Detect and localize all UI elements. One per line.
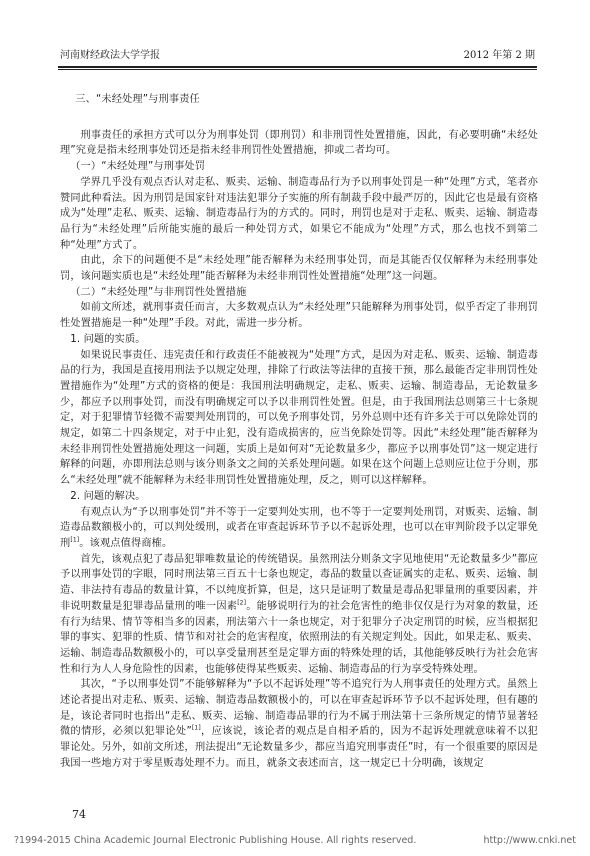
paragraph: 学界几乎没有观点否认对走私、贩卖、运输、制造毒品行为予以刑事处罚是一种“处理”方式，笔者亦赞同此种看法。因为刑罚是国家针对违法犯罪分子实施的所有制裁手段中最严厉的，因此它也是最有资格成为“处理”走私、贩卖、运输、制造毒品行为的方式的。同时，刑罚也是对于走私、贩卖、运输、制造毒品行为“未经处理”后所能实施的最后一种处罚方式，如果它不能成为“处理”方式，那么也找不到第二种“处理”方式了。 — [60, 176, 538, 251]
point-heading: 2. 问题的解决。 — [70, 490, 146, 502]
issue-label: 2012 年第 2 期 — [463, 50, 535, 61]
subsection-heading: （一）“未经处理”与刑事处罚 — [70, 161, 206, 173]
paragraph: 其次，“予以刑事处罚”不能够解释为“予以不起诉处理”等不追究行为人刑事责任的处理方式。虽然上述论者提出对走私、贩卖、运输、制造毒品数额极小的，可以在审查起诉环节予以不起诉处理，但有趣的是，该论者同时也指出“走私、贩卖、运输、制造毒品罪的行为不属于刑法第十三条所规定的情节显著轻微的情形，必须以犯罪论处”[1]，应该说，该论者的观点是自相矛盾的，因为不起诉处理就意味着不以犯罪论处。另外，如前文所述，刑法提出“无论数量多少，都应当追究刑事责任”时，有一个很重要的原因是我国一些地方对于零星贩毒处理不力。而且，就条文表述而言，这一规定已十分明确，该规定 — [60, 679, 538, 769]
paragraph: 如前文所述，就刑事责任而言，大多数观点认为“未经处理”只能解释为刑事处罚，似乎否定了非刑罚性处置措施是一种“处理”手段。对此，需进一步分析。 — [60, 302, 538, 330]
paragraph: 如果说民事责任、违宪责任和行政责任不能被视为“处理”方式，是因为对走私、贩卖、运输、制造毒品的行为，我国是直接用刑法予以规定处理，排除了行政法等法律的直接干预，那么最能否定非刑罚性处置措施作为“处理”方式的资格的便是：我国刑法明确规定，走私、贩卖、运输、制造毒品，无论数量多少，都应予以刑事处罚，而没有明确规定可以予以非刑罚性处置。但是，由于我国刑法总则第三十七条规定，对于犯罪情节轻微不需要判处刑罚的，可以免予刑事处罚，另外总则中还有许多关于可以免除处罚的规定，如第二十四条规定，对于中止犯，没有造成损害的，应当免除处罚等。因此“未经处理”能否解释为未经非刑罚性处置措施处理这一问题，实质上是如何对“无论数量多少，都应予以刑事处罚”这一规定进行解释的问题，亦即刑法总则与该分则条文之间的关系处理问题。如果在这个问题上总则应让位于分则，那么“未经处理”就不能解释为未经非刑罚性处置措施处理，反之，则可以这样解释。 — [60, 349, 538, 487]
paragraph: 首先，该观点犯了毒品犯罪唯数量论的传统错误。虽然刑法分则条文字见地使用“无论数量多少”都应予以刑事处罚的字眼，同时刑法第三百五十七条也规定，毒品的数量以查证属实的走私、贩卖、运输、制造、非法持有毒品的数量计算，不以纯度折算，但是，这只是证明了数量是毒品犯罪量刑的重要因素，并非说明数量是犯罪毒品量刑的唯一因素[2]。能够说明行为的社会危害性的绝非仅仅是行为对象的数量，还有行为结果、情节等相当多的因素，刑法第六十一条也规定，对于犯罪分子决定刑罚的时候，应当根据犯罪的事实、犯罪的性质、情节和对社会的危害程度，依照刑法的有关规定判处。因此，如果走私、贩卖、运输、制造毒品数额极小的，可以享受量刑甚至是定罪方面的特殊处理的话，其他能够反映行为社会危害性和行为人人身危险性的因素，也能够使得某些贩卖、运输、制造毒品的行为享受特殊处理。 — [60, 553, 538, 675]
copyright-notice: ?1994-2015 China Academic Journal Electronic Publishing House. All rights reserved. — [14, 835, 417, 846]
paragraph: 由此，余下的问题便不是“未经处理”能否解释为未经刑事处罚，而是其能否仅仅解释为未经刑事处罚，该问题实质也是“未经处理”能否解释为未经非刑罚性处置措施“处理”这一问题。 — [60, 255, 538, 283]
subsection-heading: （二）“未经处理”与非刑罚性处置措施 — [70, 286, 247, 298]
paragraph: 刑事责任的承担方式可以分为刑事处罚（即刑罚）和非刑罚性处置措施，因此，有必要明确“未经处理”究竟是指未经刑事处罚还是指未经非刑罚性处置措施，抑或二者均可。 — [60, 129, 538, 157]
footer-bar — [0, 831, 590, 851]
header-rule-thick — [58, 66, 537, 68]
cnki-link[interactable]: http://www.cnki.net — [483, 835, 576, 846]
page-number: 74 — [72, 808, 86, 821]
header-rule-thin — [58, 69, 537, 70]
paragraph: 有观点认为“予以刑事处罚”并不等于一定要判处实刑，也不等于一定要判处刑罚，对贩卖、运输、制造毒品数额极小的，可以判处缓刑，或者在审查起诉环节予以不起诉处理，也可以在审判阶段予以定罪免刑[1]。该观点值得商榷。 — [60, 506, 538, 549]
article-body — [60, 92, 538, 772]
section-title: 三、“未经处理”与刑事责任 — [75, 94, 200, 105]
journal-name: 河南财经政法大学学报 — [60, 50, 160, 61]
point-heading: 1. 问题的实质。 — [70, 333, 146, 345]
running-header — [60, 49, 535, 63]
